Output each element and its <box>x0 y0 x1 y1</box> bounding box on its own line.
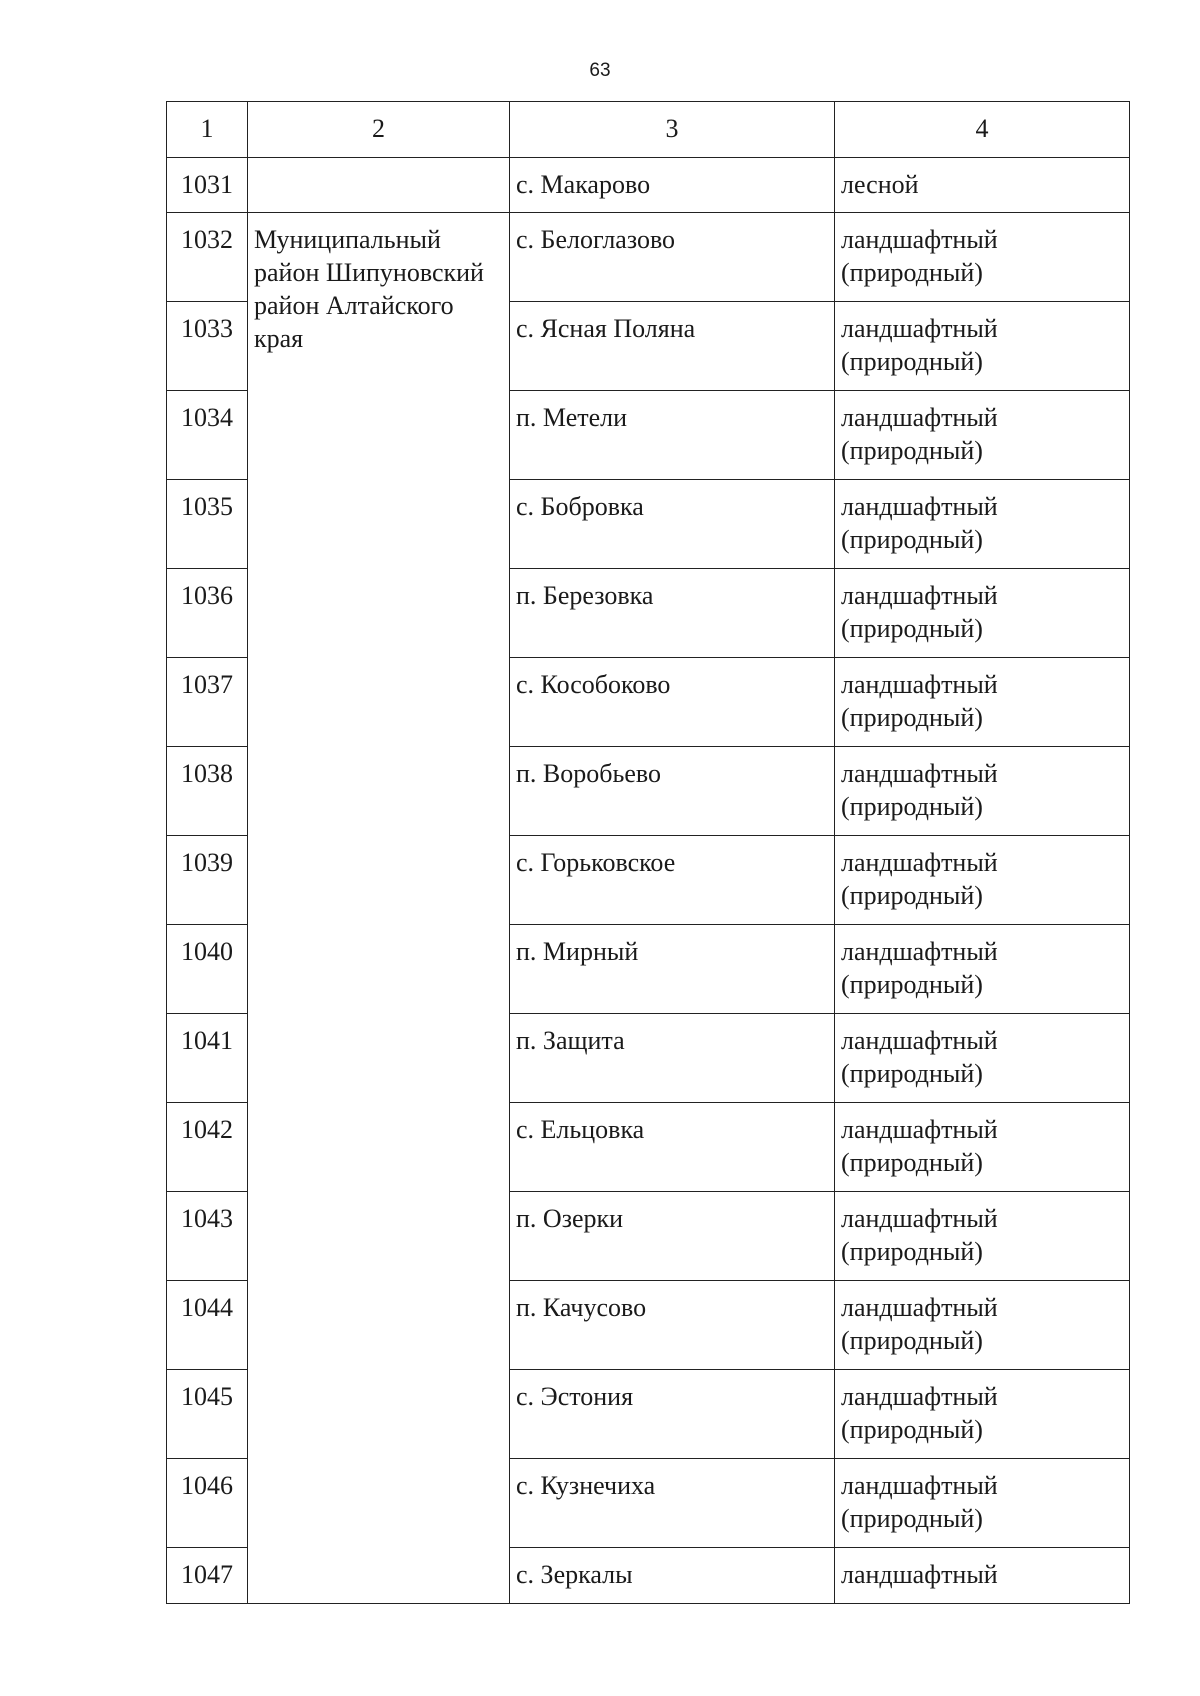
type-cell: ландшафтный (природный) <box>835 658 1130 747</box>
settlement-cell: с. Белоглазово <box>510 213 835 302</box>
type-cell: лесной <box>835 158 1130 213</box>
type-cell: ландшафтный (природный) <box>835 1370 1130 1459</box>
row-number: 1039 <box>167 836 248 925</box>
table-row <box>167 213 1130 302</box>
settlement-cell: с. Бобровка <box>510 480 835 569</box>
row-number: 1037 <box>167 658 248 747</box>
settlement-cell: с. Ясная Поляна <box>510 302 835 391</box>
type-cell: ландшафтный (природный) <box>835 1192 1130 1281</box>
type-cell: ландшафтный (природный) <box>835 213 1130 302</box>
municipality-cell-empty <box>248 158 510 213</box>
row-number: 1033 <box>167 302 248 391</box>
settlement-cell: с. Горьковское <box>510 836 835 925</box>
table-row <box>167 158 1130 213</box>
settlement-cell: с. Эстония <box>510 1370 835 1459</box>
column-header-number: 1 <box>167 102 248 158</box>
settlement-cell: с. Макарово <box>510 158 835 213</box>
row-number: 1034 <box>167 391 248 480</box>
row-number: 1041 <box>167 1014 248 1103</box>
column-header-settlement: 3 <box>510 102 835 158</box>
type-cell: ландшафтный (природный) <box>835 836 1130 925</box>
type-cell: ландшафтный (природный) <box>835 1459 1130 1548</box>
settlement-cell: с. Кузнечиха <box>510 1459 835 1548</box>
type-cell: ландшафтный (природный) <box>835 925 1130 1014</box>
type-cell: ландшафтный (природный) <box>835 569 1130 658</box>
settlement-cell: п. Метели <box>510 391 835 480</box>
settlement-cell: п. Качусово <box>510 1281 835 1370</box>
row-number: 1038 <box>167 747 248 836</box>
row-number: 1031 <box>167 158 248 213</box>
settlement-cell: с. Ельцовка <box>510 1103 835 1192</box>
settlement-cell: с. Кособоково <box>510 658 835 747</box>
table-header <box>167 102 1130 158</box>
settlement-cell: п. Воробьево <box>510 747 835 836</box>
column-header-municipality: 2 <box>248 102 510 158</box>
type-cell: ландшафтный (природный) <box>835 302 1130 391</box>
row-number: 1042 <box>167 1103 248 1192</box>
row-number: 1036 <box>167 569 248 658</box>
row-number: 1032 <box>167 213 248 302</box>
type-cell: ландшафтный <box>835 1548 1130 1604</box>
table-body <box>167 158 1130 1604</box>
row-number: 1043 <box>167 1192 248 1281</box>
type-cell: ландшафтный (природный) <box>835 391 1130 480</box>
row-number: 1035 <box>167 480 248 569</box>
settlement-cell: с. Зеркалы <box>510 1548 835 1604</box>
page-number: 63 <box>589 60 611 81</box>
row-number: 1046 <box>167 1459 248 1548</box>
row-number: 1040 <box>167 925 248 1014</box>
settlement-cell: п. Мирный <box>510 925 835 1014</box>
type-cell: ландшафтный (природный) <box>835 1014 1130 1103</box>
row-number: 1044 <box>167 1281 248 1370</box>
type-cell: ландшафтный (природный) <box>835 480 1130 569</box>
settlement-cell: п. Озерки <box>510 1192 835 1281</box>
municipality-cell: Муниципальный район Шипуновский район Алтайского края <box>248 213 510 1604</box>
row-number: 1045 <box>167 1370 248 1459</box>
header-row <box>167 102 1130 158</box>
settlement-cell: п. Березовка <box>510 569 835 658</box>
type-cell: ландшафтный (природный) <box>835 1103 1130 1192</box>
type-cell: ландшафтный (природный) <box>835 1281 1130 1370</box>
type-cell: ландшафтный (природный) <box>835 747 1130 836</box>
column-header-type: 4 <box>835 102 1130 158</box>
settlements-table <box>166 101 1130 1604</box>
settlement-cell: п. Защита <box>510 1014 835 1103</box>
row-number: 1047 <box>167 1548 248 1604</box>
